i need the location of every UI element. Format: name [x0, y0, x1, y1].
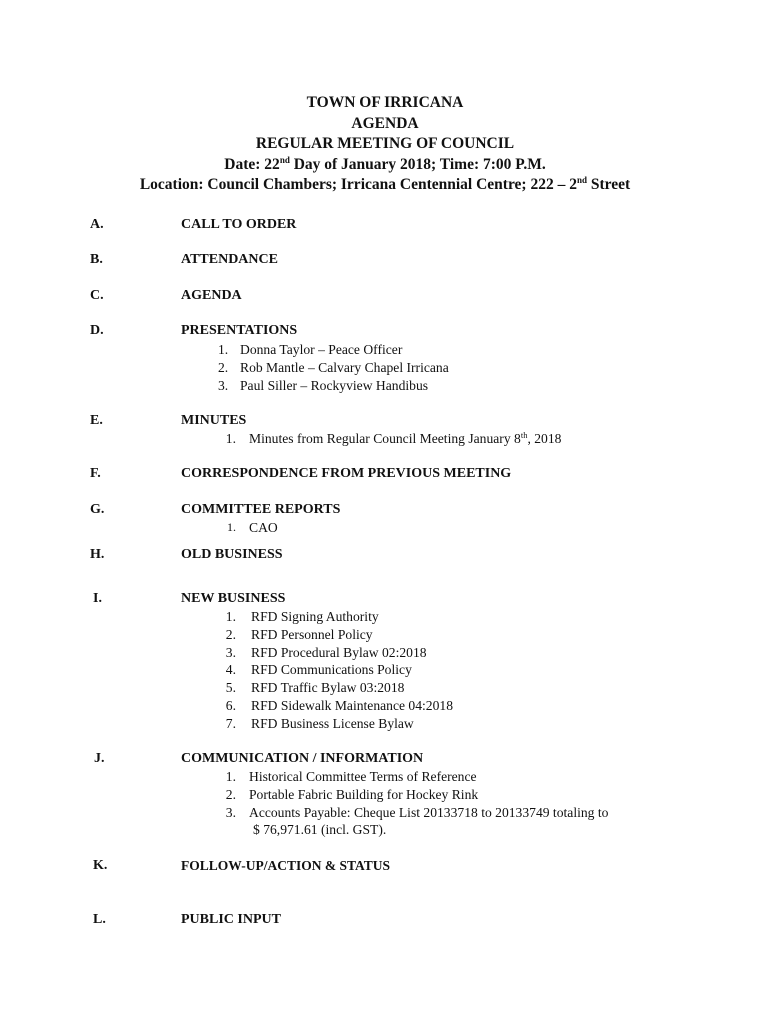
town-name: TOWN OF IRRICANA [306, 94, 464, 111]
section-letter: I. [93, 591, 102, 606]
section-title: FOLLOW-UP/ACTION & STATUS [181, 858, 391, 873]
date-ordinal: nd [279, 154, 290, 165]
section-letter: K. [93, 858, 108, 873]
location-suffix: Street [586, 176, 631, 194]
location-prefix: Location: Council Chambers; Irricana Centennial Centre; 222 – 2 [139, 176, 577, 194]
document-header [0, 93, 770, 196]
section-letter: B. [90, 252, 103, 267]
section-title: COMMITTEE REPORTS [181, 502, 341, 517]
section-letter: D. [90, 323, 104, 338]
section-letter: E. [90, 413, 103, 428]
section-letter: H. [90, 547, 105, 562]
meeting-date-time [0, 155, 770, 176]
section-title: AGENDA [181, 288, 242, 303]
section-title: NEW BUSINESS [181, 591, 286, 606]
section-title: OLD BUSINESS [181, 547, 283, 562]
date-suffix: Day of January 2018; Time: 7:00 P.M. [289, 155, 546, 173]
date-prefix: Date: 22 [224, 155, 280, 173]
section-title: ATTENDANCE [181, 252, 278, 267]
section-letter: A. [90, 217, 104, 232]
section-title: PRESENTATIONS [181, 323, 298, 338]
section-letter: L. [93, 912, 106, 927]
meeting-type: REGULAR MEETING OF COUNCIL [255, 135, 515, 153]
section-letter: J. [94, 751, 105, 766]
meeting-location [0, 175, 770, 196]
location-ordinal: nd [576, 175, 587, 186]
section-title: CALL TO ORDER [181, 217, 297, 232]
section-letter: C. [90, 288, 104, 303]
section-letter: G. [90, 502, 105, 517]
section-title: MINUTES [181, 413, 247, 428]
section-letter: F. [90, 466, 101, 481]
section-title: CORRESPONDENCE FROM PREVIOUS MEETING [181, 466, 512, 481]
section-title: PUBLIC INPUT [181, 912, 281, 927]
section-title: COMMUNICATION / INFORMATION [181, 751, 424, 766]
document-type: AGENDA [351, 114, 419, 132]
